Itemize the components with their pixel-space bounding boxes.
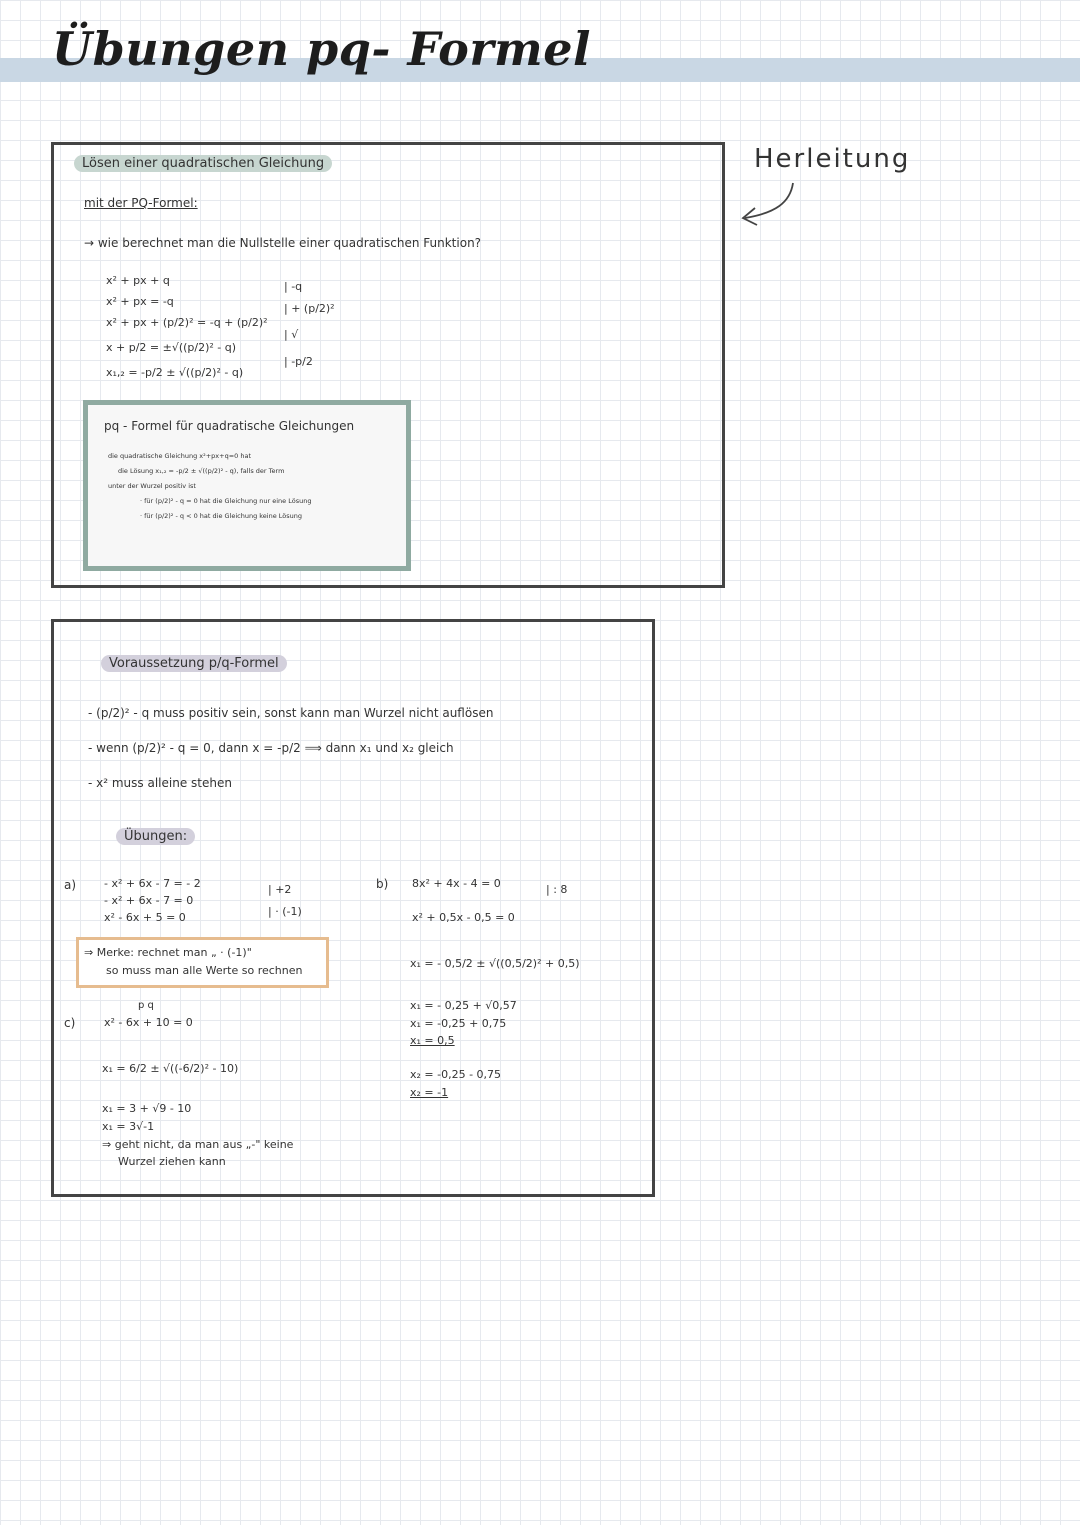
exercise-c-pq-markers: p q [138,1000,154,1011]
derivation-step-1: x² + px + q [106,274,170,287]
derivation-op-1: | -q [284,280,303,293]
pq-box-line-5: · für (p/2)² - q < 0 hat die Gleichung keine Lösung [140,512,303,520]
exercise-c-line-1: x² - 6x + 10 = 0 [104,1016,193,1029]
exercise-b-line-1: 8x² + 4x - 4 = 0 [412,877,501,890]
derivation-step-4: x + p/2 = ±√((p/2)² - q) [106,341,237,354]
exercise-a-line-3: x² - 6x + 5 = 0 [104,911,186,924]
merke-note-box [76,937,329,988]
derivation-step-2: x² + px = -q [106,295,174,308]
pq-box-title: pq - Formel für quadratische Gleichungen [104,419,355,433]
pq-box-line-3: unter der Wurzel positiv ist [108,482,196,490]
derivation-op-3: | √ [284,328,299,341]
derivation-op-4: | -p/2 [284,355,313,368]
exercise-a-op-2: | · (-1) [268,905,302,918]
pq-box-line-4: · für (p/2)² - q = 0 hat die Gleichung nur eine Lösung [140,497,312,505]
exercise-c-line-2: x₁ = 6/2 ± √((-6/2)² - 10) [102,1062,239,1075]
pq-box-line-2: die Lösung x₁,₂ = -p/2 ± √((p/2)² - q), falls der Term [118,467,285,475]
exercise-c-line-5: ⇒ geht nicht, da man aus „-" keine [102,1138,294,1151]
section1-question: → wie berechnet man die Nullstelle einer quadratischen Funktion? [84,236,482,250]
derivation-op-2: | + (p/2)² [284,302,335,315]
derivation-step-3: x² + px + (p/2)² = -q + (p/2)² [106,316,268,329]
condition-1: - (p/2)² - q muss positiv sein, sonst kann man Wurzel nicht auflösen [88,706,494,720]
exercise-b-line-7: x₂ = -0,25 - 0,75 [410,1068,502,1081]
exercise-c-line-6: Wurzel ziehen kann [118,1155,226,1168]
exercise-b-op: | : 8 [546,883,568,896]
pq-box-line-1: die quadratische Gleichung x²+px+q=0 hat [108,452,252,460]
exercise-c-line-4: x₁ = 3√-1 [102,1120,155,1133]
derivation-step-5: x₁,₂ = -p/2 ± √((p/2)² - q) [106,366,244,379]
exercise-b-line-4: x₁ = - 0,25 + √0,57 [410,999,517,1012]
merke-line-2: so muss man alle Werte so rechnen [106,964,303,977]
condition-2: - wenn (p/2)² - q = 0, dann x = -p/2 ⟹ dann x₁ und x₂ gleich [88,741,454,755]
exercise-c-label: c) [64,1016,76,1030]
exercise-b-result-2: x₂ = -1 [410,1086,449,1099]
curved-arrow-icon [735,178,805,233]
section1-subtitle: mit der PQ-Formel: [84,196,198,210]
exercise-a-line-2: - x² + 6x - 7 = 0 [104,894,194,907]
exercise-c-line-3: x₁ = 3 + √9 - 10 [102,1102,192,1115]
condition-3: - x² muss alleine stehen [88,776,232,790]
exercise-b-result-1: x₁ = 0,5 [410,1034,455,1047]
merke-line-1: ⇒ Merke: rechnet man „ · (-1)" [84,946,252,959]
page-title: Übungen pq- Formel [52,22,591,76]
side-note-herleitung: Herleitung [754,144,911,174]
exercise-b-label: b) [376,877,389,891]
exercise-b-line-3: x₁ = - 0,5/2 ± √((0,5/2)² + 0,5) [410,957,580,970]
section2-pill: Voraussetzung p/q-Formel [101,652,287,671]
exercise-b-line-2: x² + 0,5x - 0,5 = 0 [412,911,515,924]
section1-pill: Lösen einer quadratischen Gleichung [74,152,332,171]
exercises-pill: Übungen: [116,825,195,844]
exercise-a-label: a) [64,878,77,892]
exercise-b-line-5: x₁ = -0,25 + 0,75 [410,1017,507,1030]
exercise-a-op-1: | +2 [268,883,292,896]
exercise-a-line-1: - x² + 6x - 7 = - 2 [104,877,201,890]
